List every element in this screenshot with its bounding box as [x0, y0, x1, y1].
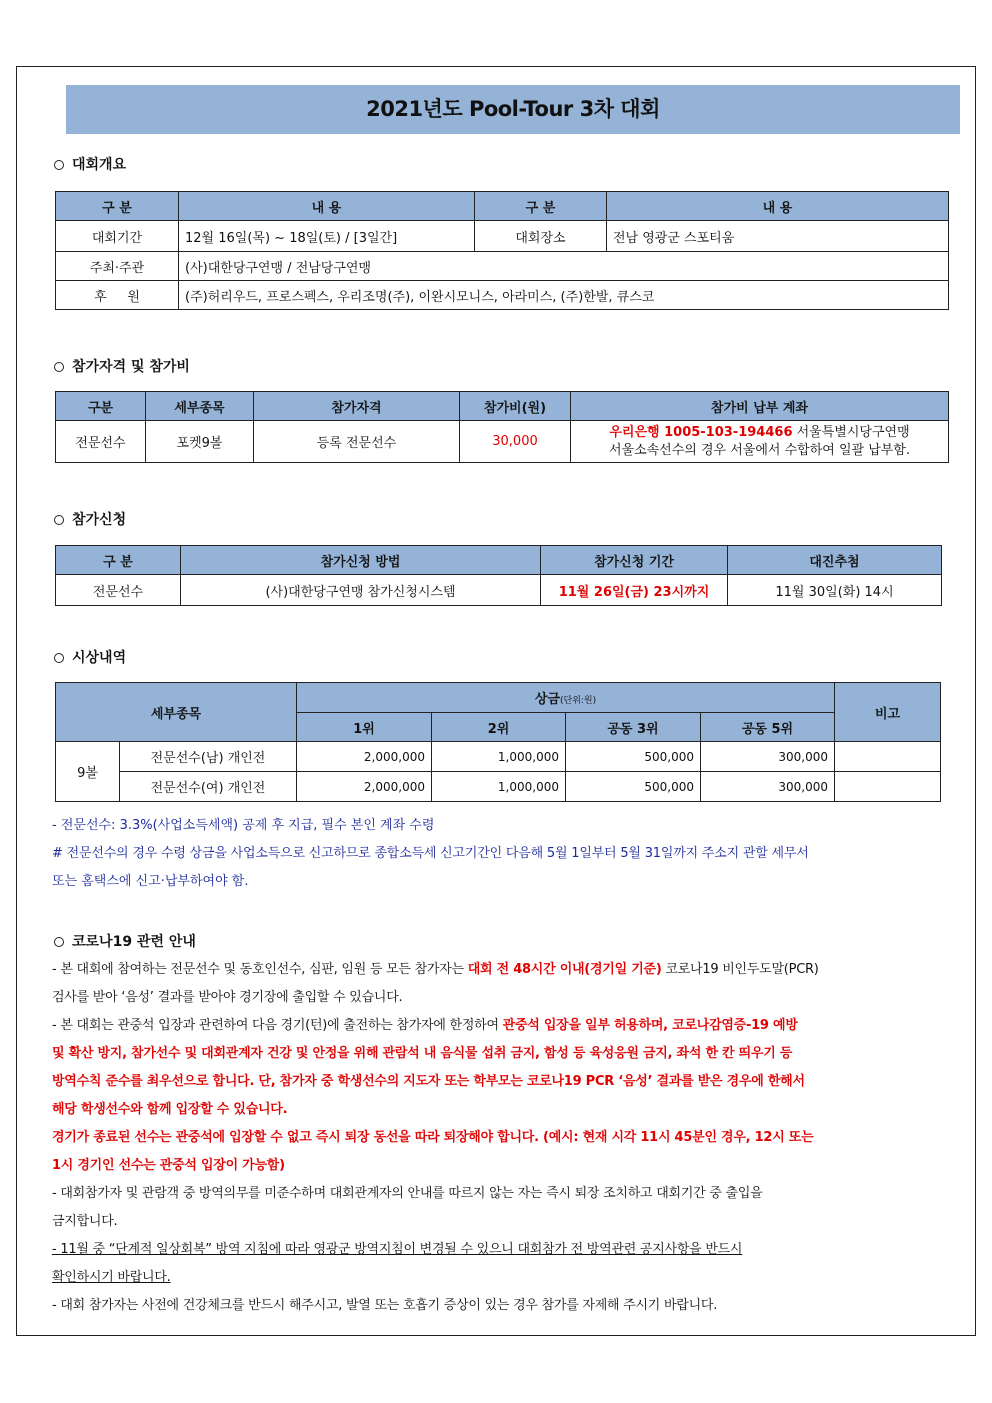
covid-note-line: 및 확산 방지, 참가선수 및 대회관계자 건강 및 안정을 위해 관람석 내 음식물 섭취 금지, 함성 등 육성응원 금지, 좌석 한 칸 띄우기 등 — [52, 1046, 793, 1061]
covid-notes — [52, 956, 962, 1320]
section-covid: 코로나19 관련 안내 — [54, 931, 196, 951]
prize-value: 2,000,000 — [297, 772, 432, 802]
covid-note-line: 1시 경기인 선수는 관중석 입장이 가능함) — [52, 1158, 285, 1173]
tax-note-line: - 전문선수: 3.3%(사업소득세액) 공제 후 지급, 필수 본인 계좌 수령 — [52, 818, 435, 833]
overview-table — [55, 191, 949, 310]
entry-fee: 30,000 — [460, 421, 571, 463]
section-eligibility: 참가자격 및 참가비 — [54, 356, 190, 376]
header-content-2: 내 용 — [607, 192, 949, 221]
tax-notes — [52, 812, 962, 896]
circle-bullet-icon — [54, 937, 64, 947]
covid-note-line: - 대회 참가자는 사전에 건강체크를 반드시 해주시고, 발열 또는 호흡기 증상이 있는 경우 참가를 자제해 주시기 바랍니다. — [52, 1298, 718, 1313]
covid-note-line: 금지합니다. — [52, 1214, 118, 1229]
prize-group: 9볼 — [56, 742, 120, 802]
header-prize: 상금(단위:원) — [297, 683, 835, 713]
venue-value: 전남 영광군 스포티움 — [607, 221, 949, 252]
covid-note-line: 경기가 종료된 선수는 관중석에 입장할 수 없고 즉시 퇴장 동선을 따라 퇴장해야 합니다. (예시: 현재 시각 11시 45분인 경우, 12시 또는 — [52, 1130, 814, 1145]
host-label: 주최·주관 — [56, 252, 179, 281]
account-note: 서울소속선수의 경우 서울에서 수합하여 일괄 납부함. — [608, 442, 911, 458]
covid-note-line: - 본 대회는 관중석 입장과 관련하여 다음 경기(턴)에 출전하는 참가자에 한정하여 관중석 입장을 일부 허용하며, 코로나감염증-19 예방 — [52, 1018, 798, 1033]
venue-label: 대회장소 — [475, 221, 607, 252]
header-rank-2: 2위 — [432, 713, 566, 742]
application-table — [55, 545, 942, 606]
circle-bullet-icon — [54, 160, 64, 170]
prize-value: 300,000 — [701, 772, 835, 802]
host-value: (사)대한당구연맹 / 전남당구연맹 — [179, 252, 949, 281]
header-app-division: 구 분 — [56, 546, 181, 575]
prize-value: 1,000,000 — [432, 742, 566, 772]
prize-table — [55, 682, 941, 802]
prize-value: 500,000 — [566, 742, 701, 772]
application-method: (사)대한당구연맹 참가신청시스템 — [181, 575, 541, 606]
prize-value: 1,000,000 — [432, 772, 566, 802]
period-value: 12월 16일(목) ~ 18일(토) / [3일간] — [179, 221, 475, 252]
circle-bullet-icon — [54, 362, 64, 372]
header-app-method: 참가신청 방법 — [181, 546, 541, 575]
header-content-1: 내 용 — [179, 192, 475, 221]
eligibility-category: 전문선수 — [56, 421, 146, 463]
header-prize-event: 세부종목 — [56, 683, 297, 742]
document-title: 2021년도 Pool-Tour 3차 대회 — [66, 85, 960, 134]
section-prizes: 시상내역 — [54, 647, 126, 667]
prize-value: 500,000 — [566, 772, 701, 802]
header-draw: 대진추첨 — [728, 546, 942, 575]
circle-bullet-icon — [54, 653, 64, 663]
payment-account — [571, 421, 949, 463]
period-label: 대회기간 — [56, 221, 179, 252]
header-fee: 참가비(원) — [460, 392, 571, 421]
application-category: 전문선수 — [56, 575, 181, 606]
prize-unit: (단위:원) — [559, 696, 597, 706]
account-bank-number: 우리은행 1005-103-194466 — [609, 424, 793, 440]
covid-note-line: - 본 대회에 참여하는 전문선수 및 동호인선수, 심판, 임원 등 모든 참가자는 대회 전 48시간 이내(경기일 기준) 코로나19 비인두도말(PCR) — [52, 962, 819, 977]
covid-note-line: - 11월 중 “단계적 일상회복” 방역 지침에 따라 영광군 방역지침이 변경될 수 있으니 대회참가 전 방역관련 공지사항을 반드시 — [52, 1242, 743, 1257]
header-remark: 비고 — [835, 683, 941, 742]
header-category-1: 구 분 — [56, 192, 179, 221]
prize-value: 300,000 — [701, 742, 835, 772]
account-holder: 서울특별시당구연맹 — [792, 424, 910, 440]
covid-note-line: 검사를 받아 ‘음성’ 결과를 받아야 경기장에 출입할 수 있습니다. — [52, 990, 403, 1005]
sponsor-value: (주)허리우드, 프로스펙스, 우리조명(주), 이완시모니스, 아라미스, (주)한발, 큐스코 — [179, 281, 949, 310]
sponsor-label: 후 원 — [56, 281, 179, 310]
tax-note-line: # 전문선수의 경우 수령 상금을 사업소득으로 신고하므로 종합소득세 신고기간인 다음해 5월 1일부터 5월 31일까지 주소지 관할 세무서 — [52, 846, 809, 861]
prize-row-label: 전문선수(남) 개인전 — [120, 742, 297, 772]
section-overview: 대회개요 — [54, 154, 126, 174]
prize-row-label: 전문선수(여) 개인전 — [120, 772, 297, 802]
tax-note-line: 또는 홈택스에 신고·납부하여야 함. — [52, 874, 249, 889]
eligibility-qualification: 등록 전문선수 — [254, 421, 460, 463]
covid-note-line: 해당 학생선수와 함께 입장할 수 있습니다. — [52, 1102, 288, 1117]
covid-note-line: 확인하시기 바랍니다. — [52, 1270, 171, 1285]
header-rank-5: 공동 5위 — [701, 713, 835, 742]
header-app-period: 참가신청 기간 — [541, 546, 728, 575]
application-deadline: 11월 26일(금) 23시까지 — [541, 575, 728, 606]
draw-time: 11월 30일(화) 14시 — [728, 575, 942, 606]
section-application: 참가신청 — [54, 509, 126, 529]
covid-note-line: - 대회참가자 및 관람객 중 방역의무를 미준수하며 대회관계자의 안내를 따르지 않는 자는 즉시 퇴장 조치하고 대회기간 중 출입을 — [52, 1186, 763, 1201]
header-event: 세부종목 — [146, 392, 254, 421]
header-division: 구분 — [56, 392, 146, 421]
header-qualification: 참가자격 — [254, 392, 460, 421]
prize-remark — [835, 742, 941, 772]
header-category-2: 구 분 — [475, 192, 607, 221]
header-rank-3: 공동 3위 — [566, 713, 701, 742]
header-rank-1: 1위 — [297, 713, 432, 742]
header-account: 참가비 납부 계좌 — [571, 392, 949, 421]
eligibility-table — [55, 391, 949, 463]
circle-bullet-icon — [54, 515, 64, 525]
prize-value: 2,000,000 — [297, 742, 432, 772]
eligibility-event: 포켓9볼 — [146, 421, 254, 463]
covid-note-line: 방역수칙 준수를 최우선으로 합니다. 단, 참가자 중 학생선수의 지도자 또는 학부모는 코로나19 PCR ‘음성’ 결과를 받은 경우에 한해서 — [52, 1074, 805, 1089]
prize-remark — [835, 772, 941, 802]
